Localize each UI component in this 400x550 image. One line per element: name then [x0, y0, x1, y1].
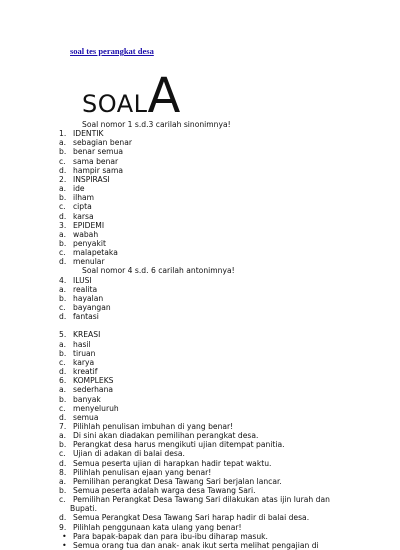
line-text: semua: [73, 412, 99, 422]
instruction-text: Soal nomor 1 s.d.3 carilah sinonimnya!: [82, 120, 231, 129]
line-text: Pilihlah penulisan imbuhan di yang benar!: [73, 421, 234, 431]
item-marker: b.: [59, 147, 67, 157]
line-text: banyak: [73, 394, 101, 404]
line-text: menular: [73, 257, 105, 267]
line-text: Pilihlah penggunaan kata ulang yang benar!: [73, 522, 242, 532]
line-text: wabah: [73, 229, 99, 239]
line-text: INSPIRASI: [73, 174, 110, 184]
item-marker: 9.: [59, 522, 67, 532]
item-marker: b.: [59, 440, 67, 450]
line-text: Ujian di adakan di balai desa.: [73, 449, 185, 459]
line-text: Para bapak-bapak dan para ibu-ibu diharap masuk.: [73, 531, 268, 541]
item-marker: c.: [59, 156, 66, 166]
item-marker: b.: [59, 348, 67, 358]
item-marker: c.: [59, 449, 66, 459]
line-text: sebagian benar: [73, 138, 132, 148]
line-text: hampir sama: [73, 165, 123, 175]
item-marker: c.: [59, 202, 66, 212]
line-text: Pemilihan perangkat Desa Tawang Sari berjalan lancar.: [73, 476, 282, 486]
item-marker: a.: [59, 184, 67, 194]
line-text: penyakit: [73, 238, 106, 248]
item-marker: a.: [59, 229, 67, 239]
line-text: malapetaka: [73, 248, 118, 258]
line-text: hayalan: [73, 293, 104, 303]
item-marker: 4.: [59, 275, 67, 285]
line-text: sama benar: [73, 156, 119, 166]
line-text: ilham: [73, 193, 95, 203]
item-marker: 3.: [59, 220, 67, 230]
line-text: KOMPLEKS: [73, 376, 114, 386]
item-marker: 1.: [59, 129, 67, 139]
line-text: EPIDEMI: [73, 220, 105, 230]
line-text: ide: [73, 184, 85, 194]
item-marker: d.: [59, 165, 67, 175]
item-marker: b.: [59, 394, 67, 404]
instruction-text: Soal nomor 4 s.d. 6 carilah antonimnya!: [82, 266, 235, 276]
item-marker: d.: [59, 211, 67, 221]
item-marker: a.: [59, 284, 67, 294]
line-text: cipta: [73, 202, 92, 212]
item-marker: a.: [59, 476, 67, 486]
item-marker: b.: [59, 486, 67, 495]
item-marker: 8.: [59, 467, 67, 477]
bullet-marker: •: [62, 540, 67, 550]
document-title-link[interactable]: soal tes perangkat desa: [70, 46, 154, 56]
bullet-marker: •: [62, 531, 67, 541]
item-marker: d.: [59, 412, 67, 422]
item-marker: b.: [59, 293, 67, 303]
item-marker: 6.: [59, 376, 67, 386]
line-text: kreatif: [73, 367, 98, 377]
line-text: Di sini akan diadakan pemilihan perangkat desa.: [73, 431, 259, 441]
item-marker: c.: [59, 303, 66, 312]
line-text: Bupati.: [70, 504, 97, 514]
item-marker: b.: [59, 238, 67, 248]
line-text: karya: [73, 357, 95, 367]
line-text: realita: [73, 284, 98, 294]
line-text: KREASI: [73, 330, 101, 340]
item-marker: d.: [59, 513, 67, 523]
line-text: sederhana: [73, 385, 114, 395]
line-text: tiruan: [73, 348, 96, 358]
item-marker: d.: [59, 257, 67, 267]
item-marker: a.: [59, 339, 67, 349]
item-marker: c.: [59, 403, 66, 413]
line-text: menyeluruh: [73, 403, 119, 413]
item-marker: c.: [59, 357, 66, 367]
line-text: Perangkat desa harus mengikuti ujian ditempat panitia.: [73, 440, 285, 450]
item-marker: b.: [59, 193, 67, 203]
line-text: Semua peserta ujian di harapkan hadir tepat waktu.: [73, 458, 272, 468]
item-marker: d.: [59, 367, 67, 377]
line-text: IDENTIK: [73, 129, 104, 139]
line-text: ILUSI: [73, 275, 92, 285]
line-text: benar semua: [73, 147, 123, 157]
item-marker: a.: [59, 431, 67, 441]
line-text: hasil: [73, 339, 91, 349]
item-marker: c.: [59, 248, 66, 258]
line-text: fantasi: [73, 312, 99, 322]
item-marker: c.: [59, 495, 66, 505]
line-text: Semua peserta adalah warga desa Tawang Sari.: [73, 486, 256, 495]
item-marker: 5.: [59, 330, 67, 340]
line-text: bayangan: [73, 303, 111, 312]
line-text: karsa: [73, 211, 94, 221]
page-heading: [82, 68, 181, 124]
item-marker: 2.: [59, 174, 67, 184]
item-marker: a.: [59, 385, 67, 395]
item-marker: d.: [59, 458, 67, 468]
line-text: Pilihlah penulisan ejaan yang benar!: [73, 467, 212, 477]
line-text: Semua orang tua dan anak- anak ikut serta melihat pengajian di: [73, 540, 319, 550]
item-marker: a.: [59, 138, 67, 148]
heading-letter: A: [147, 68, 181, 124]
line-text: Pemilihan Perangkat Desa Tawang Sari dilakukan atas ijin lurah dan: [73, 495, 330, 505]
item-marker: 7.: [59, 421, 67, 431]
heading-soal: SOAL: [82, 90, 148, 118]
item-marker: d.: [59, 312, 67, 322]
line-text: Semua Perangkat Desa Tawang Sari harap hadir di balai desa.: [73, 513, 310, 523]
